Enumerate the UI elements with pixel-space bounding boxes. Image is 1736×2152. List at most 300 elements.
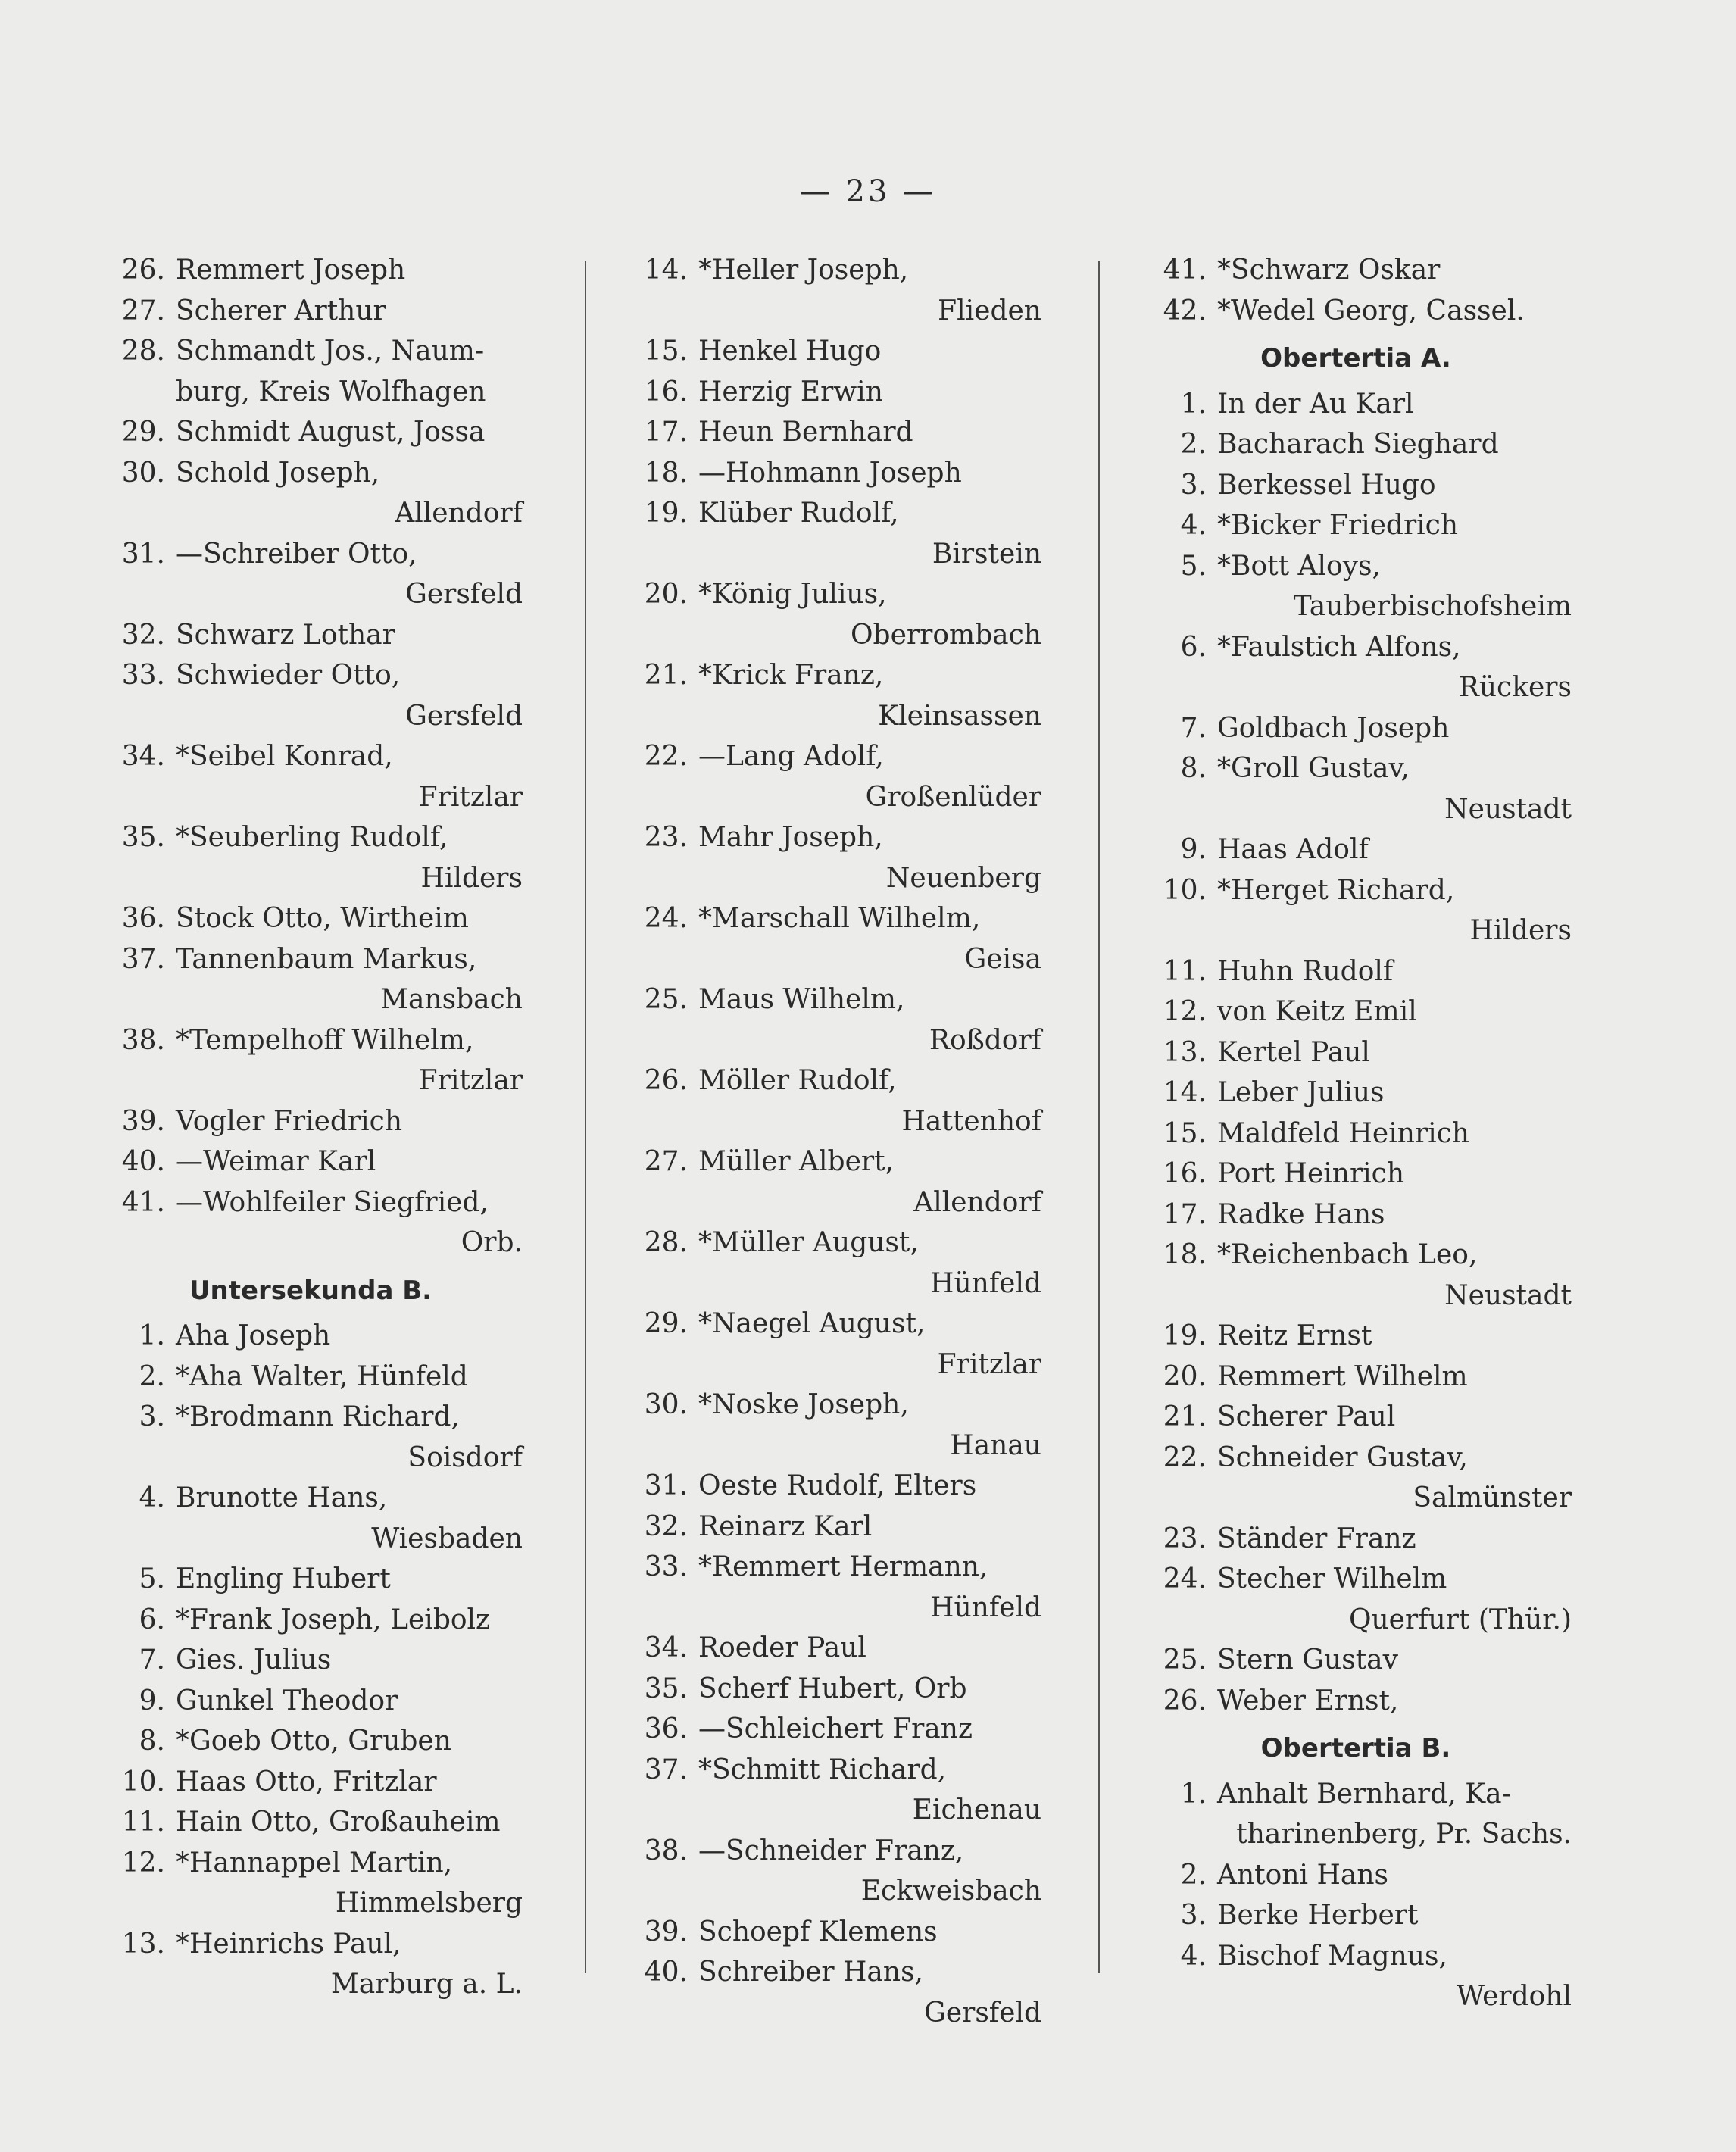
- student-name: Henkel Hugo: [698, 336, 882, 367]
- entry-number: 11.: [121, 1807, 165, 1838]
- student-name: Reitz Ernst: [1217, 1320, 1372, 1351]
- student-name: *Müller August,: [698, 1227, 919, 1258]
- entry-number: 37.: [121, 943, 165, 975]
- list-entry: [1140, 1154, 1572, 1195]
- entry-number: 38.: [644, 1835, 688, 1866]
- list-entry: [1140, 1774, 1572, 1855]
- student-name: Gies. Julius: [176, 1644, 332, 1676]
- entry-continuation: Eichenau: [912, 1794, 1041, 1826]
- list-entry: [1140, 1519, 1572, 1560]
- student-name: Bacharach Sieghard: [1217, 429, 1499, 460]
- class-heading: Obertertia A.: [1260, 343, 1451, 373]
- student-name: —Weimar Karl: [176, 1146, 376, 1177]
- list-entry: [98, 291, 523, 332]
- entry-number: 21.: [1163, 1401, 1207, 1432]
- list-entry: [1140, 1438, 1572, 1519]
- student-name: *König Julius,: [698, 579, 887, 610]
- entry-number: 30.: [121, 457, 165, 489]
- student-name: *Herget Richard,: [1217, 874, 1455, 906]
- student-name: In der Au Karl: [1217, 388, 1414, 420]
- entry-number: 13.: [121, 1928, 165, 1960]
- entry-continuation: Hünfeld: [930, 1267, 1041, 1299]
- list-entry: [98, 1924, 523, 2005]
- entry-continuation: Rückers: [1458, 672, 1572, 703]
- student-name: Ständer Franz: [1217, 1523, 1416, 1554]
- entry-number: 24.: [644, 903, 688, 934]
- list-entry: [98, 1559, 523, 1600]
- student-name: *Naegel August,: [698, 1308, 926, 1339]
- list-entry: [621, 331, 1041, 372]
- list-entry: [98, 817, 523, 898]
- list-entry: [98, 655, 523, 736]
- entry-continuation: Neustadt: [1444, 1279, 1572, 1311]
- student-name: Gunkel Theodor: [176, 1685, 398, 1716]
- list-entry: [1140, 708, 1572, 749]
- entry-number: 3.: [139, 1401, 165, 1432]
- entry-continuation: Werdohl: [1457, 1981, 1572, 2012]
- entry-continuation: Großenlüder: [865, 781, 1041, 813]
- list-entry: [621, 453, 1041, 494]
- entry-continuation: Orb.: [461, 1227, 523, 1258]
- entry-number: 28.: [121, 336, 165, 367]
- list-entry: [621, 1142, 1041, 1223]
- list-entry: [98, 1640, 523, 1681]
- entry-number: 7.: [1180, 712, 1207, 744]
- student-name: Schold Joseph,: [176, 457, 380, 489]
- entry-number: 1.: [1180, 1778, 1207, 1810]
- student-name: Schoepf Klemens: [698, 1916, 938, 1947]
- student-name: Remmert Wilhelm: [1217, 1360, 1468, 1392]
- student-name: Port Heinrich: [1217, 1158, 1405, 1189]
- entry-continuation: Roßdorf: [929, 1024, 1041, 1056]
- list-entry: [621, 1750, 1041, 1831]
- student-name: Stern Gustav: [1217, 1644, 1398, 1676]
- entry-number: 6.: [1180, 631, 1207, 663]
- class-heading: Obertertia B.: [1260, 1733, 1451, 1763]
- student-name: Maldfeld Heinrich: [1217, 1117, 1469, 1149]
- entry-continuation: Wiesbaden: [371, 1523, 523, 1554]
- list-entry: [621, 1466, 1041, 1507]
- entry-number: 18.: [1163, 1239, 1207, 1270]
- list-entry: [98, 736, 523, 817]
- entry-continuation: Hilders: [1469, 915, 1572, 946]
- list-entry: [1140, 870, 1572, 951]
- list-entry: [621, 1912, 1041, 1953]
- entry-number: 2.: [1180, 1859, 1207, 1891]
- list-entry: [98, 939, 523, 1020]
- entry-number: 5.: [1180, 550, 1207, 582]
- entry-number: 17.: [1163, 1198, 1207, 1230]
- list-entry: [98, 1721, 523, 1762]
- student-name: *Hannappel Martin,: [176, 1847, 453, 1879]
- entry-number: 26.: [121, 255, 165, 286]
- list-entry: [621, 1952, 1041, 2033]
- entry-number: 33.: [121, 660, 165, 691]
- student-name: Stock Otto, Wirtheim: [176, 903, 469, 934]
- list-entry: [621, 1669, 1041, 1710]
- entry-number: 14.: [644, 255, 688, 286]
- column-divider: [1098, 261, 1100, 1973]
- entry-continuation: Eckweisbach: [860, 1876, 1041, 1907]
- list-entry: [621, 493, 1041, 574]
- list-entry: [621, 817, 1041, 898]
- student-name: Bischof Magnus,: [1217, 1940, 1447, 1972]
- entry-continuation: Allendorf: [913, 1186, 1041, 1218]
- list-entry: [1140, 1357, 1572, 1398]
- list-entry: [621, 1304, 1041, 1385]
- list-entry: [98, 1101, 523, 1142]
- student-name: Haas Otto, Fritzlar: [176, 1766, 437, 1797]
- student-name: Scherer Arthur: [176, 295, 386, 326]
- entry-continuation: burg, Kreis Wolfhagen: [176, 376, 486, 408]
- student-name: Weber Ernst,: [1217, 1685, 1399, 1716]
- list-entry: [1140, 627, 1572, 708]
- list-entry: [1140, 951, 1572, 992]
- entry-number: 15.: [1163, 1117, 1207, 1149]
- entry-continuation: Geisa: [964, 943, 1041, 975]
- entry-number: 4.: [1180, 1940, 1207, 1972]
- list-entry: [98, 331, 523, 412]
- list-entry: [98, 250, 523, 291]
- student-name: Anhalt Bernhard, Ka-: [1217, 1778, 1511, 1810]
- entry-number: 41.: [121, 1186, 165, 1218]
- student-name: —Schleichert Franz: [698, 1713, 973, 1744]
- student-name: Goldbach Joseph: [1217, 712, 1450, 744]
- student-name: —Wohlfeiler Siegfried,: [176, 1186, 489, 1218]
- list-entry: [1140, 1113, 1572, 1154]
- list-entry: [98, 1357, 523, 1398]
- entry-continuation: Fritzlar: [418, 781, 523, 813]
- student-name: —Schreiber Otto,: [176, 538, 417, 570]
- entry-number: 36.: [121, 903, 165, 934]
- student-name: *Heinrichs Paul,: [176, 1928, 401, 1960]
- student-name: Antoni Hans: [1217, 1859, 1388, 1891]
- list-entry: [621, 655, 1041, 736]
- list-entry: [98, 412, 523, 453]
- entry-continuation: Oberrombach: [851, 619, 1041, 651]
- entry-number: 20.: [1163, 1360, 1207, 1392]
- list-entry: [98, 898, 523, 939]
- student-name: Tannenbaum Markus,: [176, 943, 477, 975]
- student-name: Oeste Rudolf, Elters: [698, 1470, 977, 1501]
- list-entry: [621, 979, 1041, 1060]
- student-name: *Schwarz Oskar: [1217, 255, 1441, 286]
- entry-number: 12.: [1163, 996, 1207, 1027]
- student-name: Mahr Joseph,: [698, 822, 883, 853]
- list-entry: [98, 1142, 523, 1182]
- list-entry: [621, 372, 1041, 413]
- list-entry: [621, 1547, 1041, 1628]
- entry-number: 37.: [644, 1754, 688, 1785]
- list-entry: [98, 1600, 523, 1641]
- entry-number: 23.: [644, 822, 688, 853]
- entry-continuation: Gersfeld: [405, 700, 523, 732]
- student-name: *Seibel Konrad,: [176, 741, 393, 772]
- student-name: *Bott Aloys,: [1217, 550, 1381, 582]
- entry-number: 35.: [121, 822, 165, 853]
- student-name: *Aha Walter, Hünfeld: [176, 1360, 468, 1392]
- entry-number: 2.: [139, 1360, 165, 1392]
- entry-number: 18.: [644, 457, 688, 489]
- list-entry: [621, 1831, 1041, 1912]
- student-name: Müller Albert,: [698, 1146, 895, 1177]
- student-name: Brunotte Hans,: [176, 1482, 388, 1513]
- student-name: Remmert Joseph: [176, 255, 406, 286]
- entry-number: 25.: [644, 984, 688, 1015]
- list-entry: [1140, 291, 1572, 332]
- list-entry: [621, 1709, 1041, 1750]
- entry-number: 28.: [644, 1227, 688, 1258]
- entry-continuation: Marburg a. L.: [330, 1969, 523, 2000]
- entry-number: 13.: [1163, 1036, 1207, 1068]
- entry-continuation: Allendorf: [395, 498, 523, 529]
- list-entry: [1140, 992, 1572, 1032]
- student-name: *Faulstich Alfons,: [1217, 631, 1461, 663]
- student-name: *Brodmann Richard,: [176, 1401, 460, 1432]
- entry-number: 4.: [139, 1482, 165, 1513]
- student-name: Vogler Friedrich: [176, 1105, 403, 1137]
- entry-number: 41.: [1163, 255, 1207, 286]
- list-entry: [621, 736, 1041, 817]
- entry-number: 14.: [1163, 1077, 1207, 1108]
- entry-number: 9.: [139, 1685, 165, 1716]
- list-entry: [621, 250, 1041, 331]
- list-entry: [1140, 1397, 1572, 1438]
- student-name: Herzig Erwin: [698, 376, 883, 408]
- student-name: —Hohmann Joseph: [698, 457, 962, 489]
- entry-continuation: Gersfeld: [405, 579, 523, 610]
- student-name: Engling Hubert: [176, 1563, 391, 1594]
- entry-number: 16.: [644, 376, 688, 408]
- list-entry: [1140, 1895, 1572, 1936]
- list-entry: [98, 615, 523, 656]
- column-3: [1140, 250, 1572, 2017]
- entry-continuation: Kleinsassen: [878, 700, 1041, 732]
- entry-continuation: Fritzlar: [937, 1348, 1041, 1380]
- list-entry: [98, 534, 523, 615]
- student-name: Hain Otto, Großauheim: [176, 1807, 501, 1838]
- list-entry: [1140, 250, 1572, 291]
- entry-continuation: Neustadt: [1444, 793, 1572, 825]
- student-name: *Heller Joseph,: [698, 255, 909, 286]
- entry-number: 8.: [139, 1726, 165, 1757]
- list-entry: [1140, 546, 1572, 627]
- student-name: Schreiber Hans,: [698, 1957, 923, 1988]
- entry-continuation: Hünfeld: [930, 1591, 1041, 1623]
- list-entry: [98, 1843, 523, 1924]
- entry-number: 16.: [1163, 1158, 1207, 1189]
- entry-continuation: Tauberbischofsheim: [1293, 591, 1572, 622]
- student-name: von Keitz Emil: [1217, 996, 1417, 1027]
- entry-continuation: Neuenberg: [885, 862, 1041, 894]
- entry-number: 11.: [1163, 955, 1207, 987]
- entry-number: 26.: [644, 1065, 688, 1096]
- entry-number: 36.: [644, 1713, 688, 1744]
- student-name: Berkessel Hugo: [1217, 469, 1436, 501]
- list-entry: [98, 1316, 523, 1357]
- entry-number: 34.: [121, 741, 165, 772]
- entry-number: 12.: [121, 1847, 165, 1879]
- student-name: Aha Joseph: [176, 1320, 331, 1351]
- list-entry: [1140, 748, 1572, 829]
- student-name: Reinarz Karl: [698, 1510, 873, 1542]
- student-name: *Reichenbach Leo,: [1217, 1239, 1478, 1270]
- entry-number: 17.: [644, 417, 688, 448]
- entry-number: 21.: [644, 660, 688, 691]
- entry-number: 15.: [644, 336, 688, 367]
- student-name: *Tempelhoff Wilhelm,: [176, 1024, 474, 1056]
- entry-number: 5.: [139, 1563, 165, 1594]
- list-entry: [98, 1397, 523, 1478]
- list-entry: [621, 1060, 1041, 1142]
- entry-number: 3.: [1180, 469, 1207, 501]
- entry-number: 1.: [1180, 388, 1207, 420]
- list-entry: [1140, 1316, 1572, 1357]
- entry-number: 40.: [644, 1957, 688, 1988]
- entry-number: 32.: [644, 1510, 688, 1542]
- entry-number: 19.: [1163, 1320, 1207, 1351]
- entry-number: 42.: [1163, 295, 1207, 326]
- student-name: *Groll Gustav,: [1217, 753, 1410, 784]
- entry-number: 3.: [1180, 1900, 1207, 1931]
- entry-number: 39.: [644, 1916, 688, 1947]
- class-heading: Untersekunda B.: [189, 1275, 432, 1306]
- list-entry: [621, 1223, 1041, 1304]
- entry-number: 10.: [121, 1766, 165, 1797]
- list-entry: [98, 1681, 523, 1722]
- page-number: — 23 —: [799, 174, 937, 209]
- student-name: Klüber Rudolf,: [698, 498, 899, 529]
- entry-number: 24.: [1163, 1563, 1207, 1594]
- student-name: Haas Adolf: [1217, 834, 1369, 865]
- student-name: Heun Bernhard: [698, 417, 913, 448]
- entry-number: 26.: [1163, 1685, 1207, 1716]
- student-name: Schmandt Jos., Naum-: [176, 336, 485, 367]
- entry-continuation: Mansbach: [380, 984, 523, 1015]
- student-name: Schwarz Lothar: [176, 619, 395, 651]
- student-name: Berke Herbert: [1217, 1900, 1419, 1931]
- student-name: Scherf Hubert, Orb: [698, 1673, 967, 1704]
- student-name: Radke Hans: [1217, 1198, 1385, 1230]
- entry-number: 7.: [139, 1644, 165, 1676]
- list-entry: [1140, 1936, 1572, 2017]
- entry-number: 9.: [1180, 834, 1207, 865]
- list-entry: [1140, 465, 1572, 506]
- student-name: *Seuberling Rudolf,: [176, 822, 448, 853]
- entry-number: 20.: [644, 579, 688, 610]
- list-entry: [1140, 1640, 1572, 1681]
- entry-number: 22.: [644, 741, 688, 772]
- entry-number: 29.: [644, 1308, 688, 1339]
- student-name: *Schmitt Richard,: [698, 1754, 947, 1785]
- student-name: Schneider Gustav,: [1217, 1441, 1468, 1473]
- entry-continuation: Hattenhof: [901, 1105, 1041, 1137]
- student-name: *Noske Joseph,: [698, 1389, 909, 1420]
- student-name: *Frank Joseph, Leibolz: [176, 1604, 491, 1635]
- entry-continuation: Flieden: [938, 295, 1041, 326]
- column-2: [621, 250, 1041, 2033]
- list-entry: [1140, 424, 1572, 465]
- entry-number: 27.: [121, 295, 165, 326]
- entry-continuation: Hanau: [950, 1429, 1041, 1461]
- list-entry: [1140, 1559, 1572, 1640]
- entry-continuation: Fritzlar: [418, 1065, 523, 1096]
- entry-number: 8.: [1180, 753, 1207, 784]
- list-entry: [621, 574, 1041, 655]
- student-name: *Goeb Otto, Gruben: [176, 1726, 451, 1757]
- student-name: *Remmert Hermann,: [698, 1551, 988, 1582]
- student-name: —Lang Adolf,: [698, 741, 884, 772]
- list-entry: [1140, 1235, 1572, 1316]
- list-entry: [621, 898, 1041, 979]
- entry-continuation: Gersfeld: [924, 1997, 1041, 2029]
- entry-number: 32.: [121, 619, 165, 651]
- entry-number: 25.: [1163, 1644, 1207, 1676]
- list-entry: [98, 1802, 523, 1843]
- list-entry: [1140, 1032, 1572, 1073]
- student-name: —Schneider Franz,: [698, 1835, 964, 1866]
- list-entry: [1140, 829, 1572, 870]
- student-name: Leber Julius: [1217, 1077, 1385, 1108]
- entry-continuation: Querfurt (Thür.): [1348, 1604, 1572, 1635]
- list-entry: [1140, 384, 1572, 425]
- list-entry: [1140, 1855, 1572, 1896]
- entry-continuation: Soisdorf: [407, 1441, 523, 1473]
- list-entry: [621, 1507, 1041, 1548]
- entry-number: 33.: [644, 1551, 688, 1582]
- entry-number: 39.: [121, 1105, 165, 1137]
- entry-number: 22.: [1163, 1441, 1207, 1473]
- student-name: *Marschall Wilhelm,: [698, 903, 981, 934]
- column-divider: [585, 261, 586, 1973]
- entry-continuation: Hilders: [420, 862, 523, 894]
- entry-continuation: Himmelsberg: [335, 1888, 523, 1919]
- list-entry: [98, 1762, 523, 1803]
- student-name: Schwieder Otto,: [176, 660, 401, 691]
- entry-number: 27.: [644, 1146, 688, 1177]
- student-name: Roeder Paul: [698, 1632, 866, 1663]
- list-entry: [98, 1182, 523, 1263]
- entry-number: 6.: [139, 1604, 165, 1635]
- entry-number: 23.: [1163, 1523, 1207, 1554]
- student-name: Möller Rudolf,: [698, 1065, 897, 1096]
- student-name: Kertel Paul: [1217, 1036, 1370, 1068]
- entry-number: 31.: [644, 1470, 688, 1501]
- student-name: Maus Wilhelm,: [698, 984, 905, 1015]
- list-entry: [621, 412, 1041, 453]
- entry-continuation: Birstein: [932, 538, 1041, 570]
- entry-continuation: tharinenberg, Pr. Sachs.: [1236, 1819, 1572, 1850]
- list-entry: [1140, 505, 1572, 546]
- entry-number: 38.: [121, 1024, 165, 1056]
- entry-number: 35.: [644, 1673, 688, 1704]
- student-name: Stecher Wilhelm: [1217, 1563, 1447, 1594]
- entry-number: 40.: [121, 1146, 165, 1177]
- entry-number: 10.: [1163, 874, 1207, 906]
- student-name: *Wedel Georg, Cassel.: [1217, 295, 1525, 326]
- student-name: *Krick Franz,: [698, 660, 884, 691]
- student-name: Scherer Paul: [1217, 1401, 1396, 1432]
- list-entry: [1140, 1195, 1572, 1235]
- list-entry: [1140, 1073, 1572, 1113]
- entry-continuation: Salmünster: [1413, 1482, 1572, 1513]
- list-entry: [98, 1478, 523, 1559]
- list-entry: [1140, 1681, 1572, 1722]
- list-entry: [98, 453, 523, 534]
- entry-number: 31.: [121, 538, 165, 570]
- student-name: Huhn Rudolf: [1217, 955, 1394, 987]
- column-1: [98, 250, 523, 2005]
